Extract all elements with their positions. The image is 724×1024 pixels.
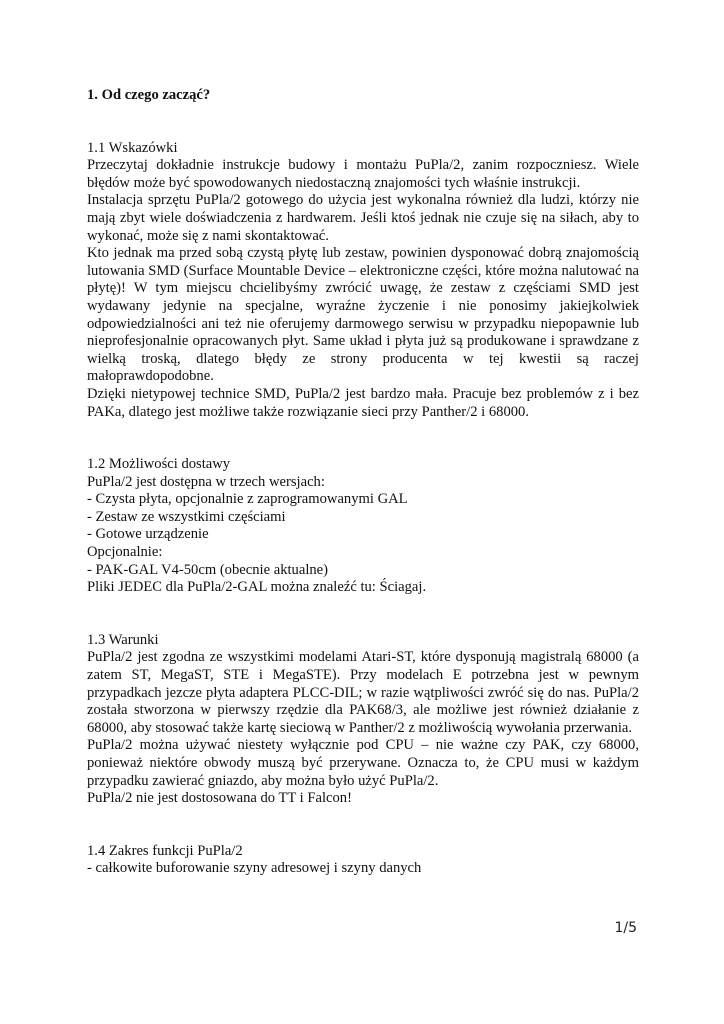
section-1-3 bbox=[87, 632, 639, 808]
list-item: - Czysta płyta, opcjonalnie z zaprogramowanymi GAL bbox=[87, 491, 408, 508]
section-1-1 bbox=[87, 140, 639, 422]
page-content bbox=[87, 87, 639, 878]
paragraph: Kto jednak ma przed sobą czystą płytę lub zestaw, powinien dysponować dobrą znajomością lutowania SMD (Surface Mountable Device – elektroniczne części, które można nalutować na płytę)! W tym miejscu chcielibyśmy zwrócić uwagę, że zestaw z częściami SMD jest wydawany jedynie na specjalne, wyraźne życzenie i nie ponosimy jakiejkolwiek odpowiedzialności ani też nie oferujemy darmowego serwisu w przypadku niepopawnie lub nieprofesjonalnie opracowanych płyt. Same układ i płyta już są produkowane i sprawdzane z wielką troską, dlatego błędy ze strony producenta w tej kwestii są raczej małoprawdopodobne. bbox=[87, 245, 639, 385]
list-item: - całkowite buforowanie szyny adresowej i szyny danych bbox=[87, 860, 422, 877]
section-title: 1.2 Możliwości dostawy bbox=[87, 456, 231, 473]
section-title: 1.1 Wskazówki bbox=[87, 139, 178, 156]
paragraph: Przeczytaj dokładnie instrukcje budowy i montażu PuPla/2, zanim rozpoczniesz. Wiele błędów może być spowodowanych niedostaczną znajomości tych właśnie instrukcji. bbox=[87, 157, 639, 191]
paragraph: PuPla/2 nie jest dostosowana do TT i Falcon! bbox=[87, 790, 352, 807]
section-title: 1.4 Zakres funkcji PuPla/2 bbox=[87, 842, 243, 859]
optional-label: Opcjonalnie: bbox=[87, 544, 163, 561]
section-1-2 bbox=[87, 456, 639, 597]
paragraph: PuPla/2 można używać niestety wyłącznie pod CPU – nie ważne czy PAK, czy 68000, ponieważ niektóre obwody muszą być przerywane. Oznacza to, że CPU musi w każdym przypadku zawierać gniazdo, aby można było użyć PuPla/2. bbox=[87, 737, 639, 789]
paragraph: Dzięki nietypowej technice SMD, PuPla/2 jest bardzo mała. Pracuje bez problemów z i bez PAKa, dlatego jest możliwe także rozwiązanie sieci przy Panther/2 i 68000. bbox=[87, 385, 639, 420]
list-item: - PAK-GAL V4-50cm (obecnie aktualne) bbox=[87, 561, 329, 578]
page-number: 1/5 bbox=[614, 920, 637, 936]
chapter-heading: 1. Od czego zacząć? bbox=[87, 87, 211, 103]
paragraph: PuPla/2 jest zgodna ze wszystkimi modelami Atari-ST, które dysponują magistralą 68000 (a zatem ST, MegaST, STE i MegaSTE). Przy modelach E potrzebna jest w pewnym przypadkach jezcze płyta adaptera PLCC-DIL; w razie wątpliwości zwróć się do nas. PuPla/2 została stworzona w pierwszy rzędzie dla PAK68/3, ale możliwe jest również działanie z 68000, aby stosować także kartę sieciową w Panther/2 z możliwością wywołania przerwania. bbox=[87, 649, 639, 736]
paragraph: Instalacja sprzętu PuPla/2 gotowego do użycia jest wykonalna również dla ludzi, którzy nie mają zbyt wiele doświadczenia z hardwarem. Jeśli ktoś jednak nie czuje się na siłach, aby to wykonać, może się z nami skontaktować. bbox=[87, 192, 639, 244]
jedec-note: Pliki JEDEC dla PuPla/2-GAL można znaleźć tu: Ściagaj. bbox=[87, 579, 427, 596]
list-intro: PuPla/2 jest dostępna w trzech wersjach: bbox=[87, 473, 325, 490]
section-1-4 bbox=[87, 843, 639, 878]
list-item: - Zestaw ze wszystkimi częściami bbox=[87, 508, 286, 525]
list-item: - Gotowe urządzenie bbox=[87, 526, 209, 543]
section-title: 1.3 Warunki bbox=[87, 631, 159, 648]
